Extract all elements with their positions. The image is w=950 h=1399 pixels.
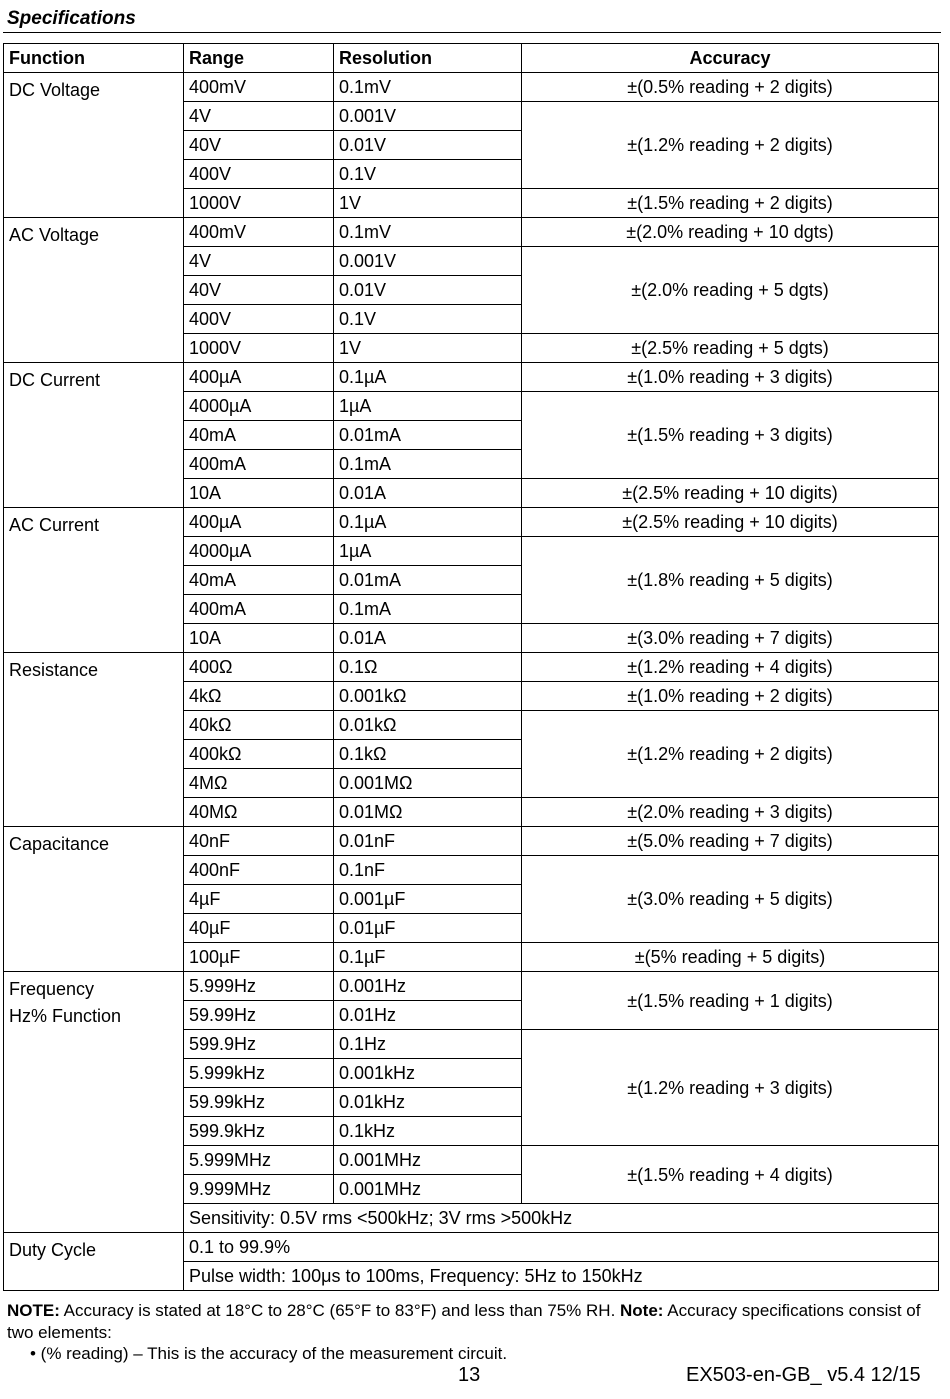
function-cell: [4, 653, 184, 827]
range-cell: 5.999MHz: [184, 1146, 334, 1175]
resolution-cell: 1µA: [334, 392, 522, 421]
accuracy-cell: ±(3.0% reading + 7 digits): [522, 624, 939, 653]
accuracy-cell: ±(1.2% reading + 3 digits): [522, 1030, 939, 1146]
range-cell: 59.99kHz: [184, 1088, 334, 1117]
note-bullet: • (% reading) – This is the accuracy of the measurement circuit.: [30, 1344, 508, 1363]
resolution-cell: 0.001MΩ: [334, 769, 522, 798]
table-body: [4, 73, 939, 1291]
range-cell: 10A: [184, 624, 334, 653]
resolution-cell: 0.1µA: [334, 363, 522, 392]
header-resolution: Resolution: [334, 44, 522, 73]
resolution-cell: 0.1nF: [334, 856, 522, 885]
table-row: [4, 653, 939, 682]
resolution-cell: 0.1V: [334, 160, 522, 189]
range-cell: 400µA: [184, 508, 334, 537]
resolution-cell: 0.01mA: [334, 421, 522, 450]
accuracy-cell: ±(1.2% reading + 2 digits): [522, 711, 939, 798]
resolution-cell: 0.01µF: [334, 914, 522, 943]
accuracy-cell: ±(1.0% reading + 2 digits): [522, 682, 939, 711]
spec-note-cell: 0.1 to 99.9%: [184, 1233, 939, 1262]
function-label: AC Current: [9, 515, 100, 535]
accuracy-cell: ±(2.0% reading + 5 dgts): [522, 247, 939, 334]
resolution-cell: 0.1mV: [334, 73, 522, 102]
accuracy-note: [7, 1300, 927, 1344]
accuracy-cell: ±(5% reading + 5 digits): [522, 943, 939, 972]
accuracy-cell: ±(2.5% reading + 10 digits): [522, 508, 939, 537]
resolution-cell: 0.01A: [334, 479, 522, 508]
range-cell: 40V: [184, 276, 334, 305]
header-accuracy: Accuracy: [522, 44, 939, 73]
resolution-cell: 0.001MHz: [334, 1146, 522, 1175]
accuracy-cell: ±(1.2% reading + 4 digits): [522, 653, 939, 682]
range-cell: 40mA: [184, 421, 334, 450]
table-row: [4, 1233, 939, 1262]
note-label-secondary: Note:: [620, 1301, 664, 1320]
accuracy-cell: ±(1.5% reading + 2 digits): [522, 189, 939, 218]
range-cell: 4000µA: [184, 392, 334, 421]
range-cell: 1000V: [184, 334, 334, 363]
table-row: [4, 972, 939, 1001]
accuracy-cell: ±(1.8% reading + 5 digits): [522, 537, 939, 624]
function-cell: [4, 1233, 184, 1291]
range-cell: 400µA: [184, 363, 334, 392]
resolution-cell: 0.01Hz: [334, 1001, 522, 1030]
resolution-cell: 0.01V: [334, 276, 522, 305]
resolution-cell: 0.001V: [334, 102, 522, 131]
function-cell: [4, 73, 184, 218]
resolution-cell: 0.01A: [334, 624, 522, 653]
range-cell: 9.999MHz: [184, 1175, 334, 1204]
resolution-cell: 1V: [334, 334, 522, 363]
range-cell: 5.999kHz: [184, 1059, 334, 1088]
resolution-cell: 0.01kHz: [334, 1088, 522, 1117]
range-cell: 400mA: [184, 450, 334, 479]
range-cell: 400V: [184, 305, 334, 334]
range-cell: 400mA: [184, 595, 334, 624]
resolution-cell: 0.1V: [334, 305, 522, 334]
accuracy-cell: ±(1.5% reading + 4 digits): [522, 1146, 939, 1204]
table-row: [4, 73, 939, 102]
range-cell: 400nF: [184, 856, 334, 885]
range-cell: 4V: [184, 102, 334, 131]
resolution-cell: 0.1Hz: [334, 1030, 522, 1059]
resolution-cell: 1V: [334, 189, 522, 218]
range-cell: 400mV: [184, 218, 334, 247]
range-cell: 4kΩ: [184, 682, 334, 711]
function-cell: [4, 508, 184, 653]
resolution-cell: 0.01MΩ: [334, 798, 522, 827]
accuracy-cell: ±(1.5% reading + 1 digits): [522, 972, 939, 1030]
accuracy-cell: ±(2.5% reading + 5 dgts): [522, 334, 939, 363]
range-cell: 4V: [184, 247, 334, 276]
resolution-cell: 0.01mA: [334, 566, 522, 595]
range-cell: 5.999Hz: [184, 972, 334, 1001]
range-cell: 40kΩ: [184, 711, 334, 740]
function-label: Hz% Function: [9, 1006, 122, 1026]
range-cell: 4µF: [184, 885, 334, 914]
range-cell: 100µF: [184, 943, 334, 972]
header-function: Function: [4, 44, 184, 73]
table-row: [4, 363, 939, 392]
range-cell: 40nF: [184, 827, 334, 856]
resolution-cell: 0.1kHz: [334, 1117, 522, 1146]
range-cell: 40mA: [184, 566, 334, 595]
table-row: [4, 218, 939, 247]
range-cell: 400Ω: [184, 653, 334, 682]
table-row: [4, 827, 939, 856]
title-divider: [3, 32, 941, 33]
resolution-cell: 0.1kΩ: [334, 740, 522, 769]
note-text-secondary: Accuracy specifications consist of two elements:: [7, 1301, 921, 1342]
resolution-cell: 0.01nF: [334, 827, 522, 856]
resolution-cell: 0.001kHz: [334, 1059, 522, 1088]
function-cell: [4, 218, 184, 363]
page-title: Specifications: [7, 8, 136, 29]
resolution-cell: 0.01V: [334, 131, 522, 160]
resolution-cell: 1µA: [334, 537, 522, 566]
range-cell: 4000µA: [184, 537, 334, 566]
function-cell: [4, 827, 184, 972]
function-label: Capacitance: [9, 834, 110, 854]
note-text: Accuracy is stated at 18°C to 28°C (65°F to 83°F) and less than 75% RH.: [59, 1301, 621, 1320]
accuracy-cell: ±(1.5% reading + 3 digits): [522, 392, 939, 479]
function-label: DC Current: [9, 370, 101, 390]
range-cell: 40V: [184, 131, 334, 160]
accuracy-cell: ±(0.5% reading + 2 digits): [522, 73, 939, 102]
resolution-cell: 0.1µF: [334, 943, 522, 972]
accuracy-cell: ±(3.0% reading + 5 digits): [522, 856, 939, 943]
function-label: Duty Cycle: [9, 1240, 97, 1260]
function-label: DC Voltage: [9, 80, 101, 100]
accuracy-cell: ±(5.0% reading + 7 digits): [522, 827, 939, 856]
resolution-cell: 0.1mV: [334, 218, 522, 247]
function-label: Frequency: [9, 979, 95, 999]
resolution-cell: 0.001µF: [334, 885, 522, 914]
resolution-cell: 0.1Ω: [334, 653, 522, 682]
resolution-cell: 0.01kΩ: [334, 711, 522, 740]
accuracy-cell: ±(2.5% reading + 10 digits): [522, 479, 939, 508]
resolution-cell: 0.001V: [334, 247, 522, 276]
header-range: Range: [184, 44, 334, 73]
range-cell: 4MΩ: [184, 769, 334, 798]
accuracy-cell: ±(1.2% reading + 2 digits): [522, 102, 939, 189]
function-cell: [4, 972, 184, 1233]
range-cell: 400V: [184, 160, 334, 189]
function-label: Resistance: [9, 660, 99, 680]
note-label: NOTE:: [7, 1301, 60, 1320]
resolution-cell: 0.1mA: [334, 595, 522, 624]
resolution-cell: 0.1µA: [334, 508, 522, 537]
table-row: [4, 508, 939, 537]
spec-note-cell: Pulse width: 100μs to 100ms, Frequency: 5Hz to 150kHz: [184, 1262, 939, 1291]
specifications-table: [3, 43, 939, 1291]
accuracy-cell: ±(2.0% reading + 3 digits): [522, 798, 939, 827]
accuracy-cell: ±(2.0% reading + 10 dgts): [522, 218, 939, 247]
document-id: EX503-en-GB_ v5.4 12/15: [686, 1364, 921, 1386]
table-header-row: [4, 44, 939, 73]
range-cell: 40MΩ: [184, 798, 334, 827]
range-cell: 1000V: [184, 189, 334, 218]
function-label: AC Voltage: [9, 225, 100, 245]
resolution-cell: 0.1mA: [334, 450, 522, 479]
range-cell: 10A: [184, 479, 334, 508]
range-cell: 599.9kHz: [184, 1117, 334, 1146]
range-cell: 59.99Hz: [184, 1001, 334, 1030]
accuracy-cell: ±(1.0% reading + 3 digits): [522, 363, 939, 392]
page-number: 13: [458, 1364, 481, 1386]
spec-note-cell: Sensitivity: 0.5V rms <500kHz; 3V rms >500kHz: [184, 1204, 939, 1233]
resolution-cell: 0.001Hz: [334, 972, 522, 1001]
resolution-cell: 0.001MHz: [334, 1175, 522, 1204]
range-cell: 400kΩ: [184, 740, 334, 769]
resolution-cell: 0.001kΩ: [334, 682, 522, 711]
function-cell: [4, 363, 184, 508]
range-cell: 400mV: [184, 73, 334, 102]
range-cell: 599.9Hz: [184, 1030, 334, 1059]
range-cell: 40µF: [184, 914, 334, 943]
